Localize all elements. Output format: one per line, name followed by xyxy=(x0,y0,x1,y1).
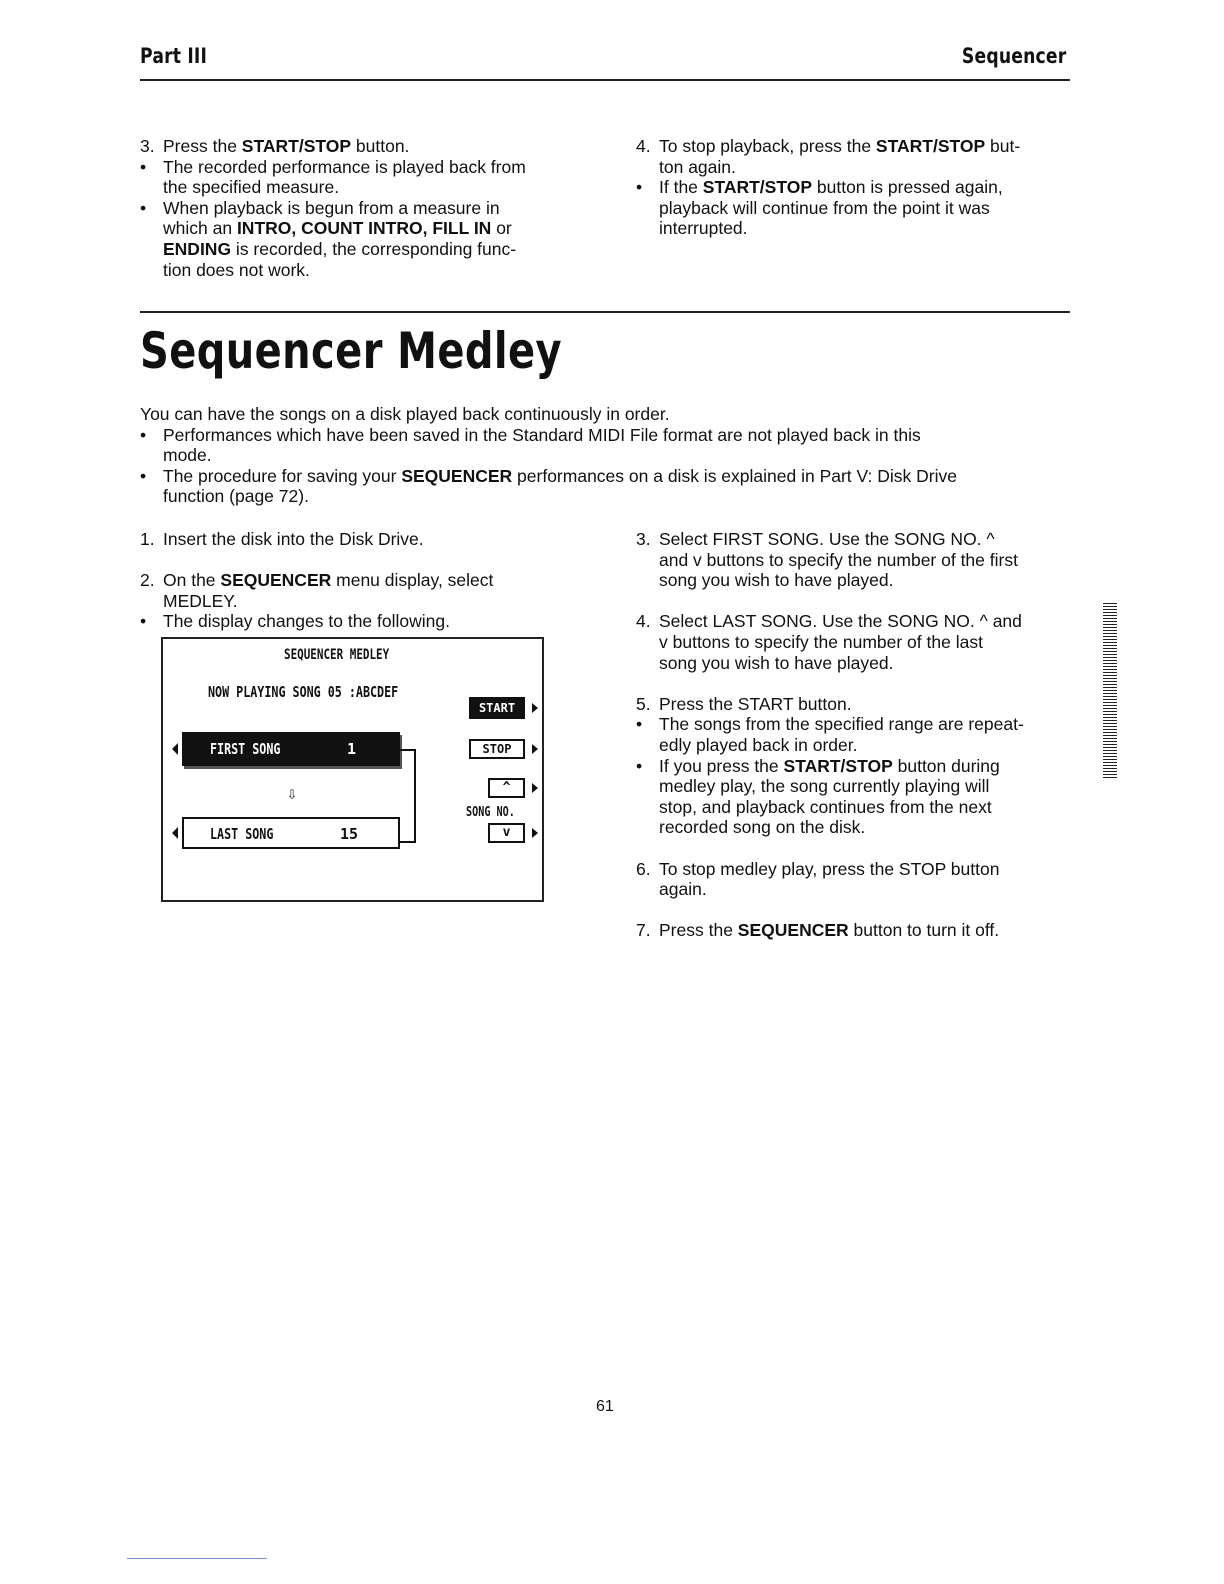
song-no-down-button[interactable]: v xyxy=(488,823,525,843)
bullet-intro-ending-note: • When playback is begun from a measure in which an INTRO, COUNT INTRO, FILL IN or ENDING is recorded, the corresponding func- tion does not work. xyxy=(140,197,517,280)
margin-scan-marks xyxy=(1103,603,1117,779)
last-song-field[interactable]: LAST SONG 15 xyxy=(182,817,400,849)
song-no-label: SONG NO. xyxy=(466,805,515,820)
step-6-stop-medley: 6. To stop medley play, press the STOP button again. xyxy=(636,858,1000,900)
range-connector xyxy=(400,749,416,843)
bullet-display-changes: • The display changes to the following. xyxy=(140,611,450,632)
step-1-insert-disk: 1. Insert the disk into the Disk Drive. xyxy=(140,529,424,549)
start-button[interactable]: START xyxy=(469,697,525,719)
footer-line xyxy=(127,1558,267,1559)
top-left-column xyxy=(140,136,572,280)
section-title: Sequencer Medley xyxy=(140,322,563,380)
left-steps xyxy=(140,529,572,632)
section-rule xyxy=(140,311,1070,313)
song-up-arrow-icon xyxy=(532,783,538,793)
right-steps xyxy=(636,529,1066,941)
song-no-up-button[interactable]: ^ xyxy=(488,778,525,798)
last-song-select-icon xyxy=(172,827,178,839)
display-title: SEQUENCER MEDLEY xyxy=(284,647,390,663)
bullet-smf-note: • Performances which have been saved in the Standard MIDI File format are not played back in this mode. xyxy=(140,424,921,466)
stop-button[interactable]: STOP xyxy=(469,739,525,759)
bullet-resume-playback: • If the START/STOP button is pressed again, playback will continue from the point it was interrupted. xyxy=(636,177,1003,239)
first-song-select-icon xyxy=(172,743,178,755)
step-4-stop: 4. To stop playback, press the START/STOP but- ton again. xyxy=(636,136,1021,177)
now-playing-line: NOW PLAYING SONG 05 :ABCDEF xyxy=(208,683,399,701)
header-part-label: Part III xyxy=(140,44,208,68)
bullet-saving-note: • The procedure for saving your SEQUENCER performances on a disk is explained in Part V: Disk Drive function (page 72). xyxy=(140,465,958,507)
header-rule xyxy=(140,79,1070,81)
song-down-arrow-icon xyxy=(532,828,538,838)
step-4-last-song: 4. Select LAST SONG. Use the SONG NO. ^ and v buttons to specify the number of the last song you wish to have played. xyxy=(636,611,1022,673)
bullet-playback-from-measure: • The recorded performance is played back from the specified measure. xyxy=(140,156,526,198)
page-number: 61 xyxy=(596,1398,614,1415)
sequencer-medley-display xyxy=(161,637,544,902)
down-arrow-icon: ⇩ xyxy=(287,784,298,804)
stop-arrow-icon xyxy=(532,744,538,754)
top-right-column xyxy=(636,136,1066,239)
start-arrow-icon xyxy=(532,703,538,713)
step-3-start: 3. Press the START/STOP button. xyxy=(140,136,410,156)
section-intro: You can have the songs on a disk played back continuously in order. • Performances which have been saved in the Standard MIDI File format are not played back in this mode. • The procedure for saving your SEQUENCER performances on a disk is explained in Part V: Disk Drive function (page 72). xyxy=(140,404,1066,507)
step-2-select-medley: 2. On the SEQUENCER menu display, select MEDLEY. xyxy=(140,570,494,611)
header-section-label: Sequencer xyxy=(961,44,1066,68)
bullet-repeat-range: • The songs from the specified range are repeat- edly played back in order. xyxy=(636,714,1024,755)
first-song-field[interactable]: FIRST SONG 1 xyxy=(182,732,400,766)
step-5-press-start: 5. Press the START button. xyxy=(636,693,852,714)
step-7-turn-off: 7. Press the SEQUENCER button to turn it off. xyxy=(636,920,1000,941)
step-3-first-song: 3. Select FIRST SONG. Use the SONG NO. ^ and v buttons to specify the number of the first song you wish to have played. xyxy=(636,529,1018,591)
bullet-start-stop-during-medley: • If you press the START/STOP button during medley play, the song currently playing will stop, and playback continues from the next recorded song on the disk. xyxy=(636,755,1000,838)
